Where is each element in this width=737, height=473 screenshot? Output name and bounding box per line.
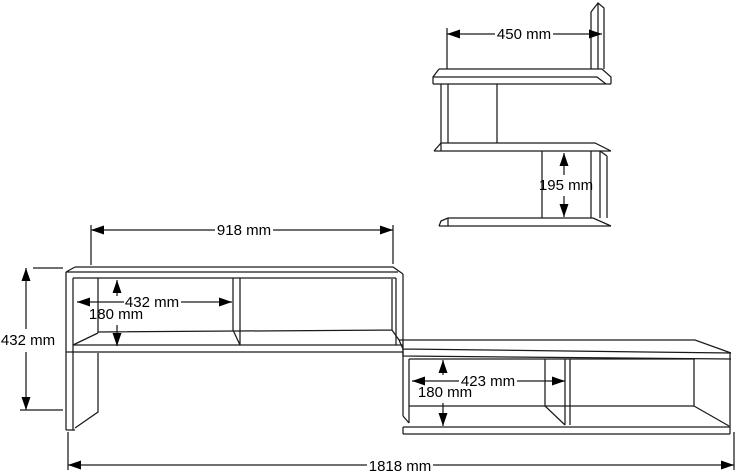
dimension-shelf-compartment-height — [539, 153, 593, 217]
dimension-stand-height — [1, 268, 63, 410]
dimension-label: 918 mm — [216, 222, 272, 240]
dimension-left-compartment-height — [89, 280, 143, 346]
wall-shelf-right-panel — [591, 151, 607, 218]
dimension-stand-top-width — [91, 222, 393, 265]
dimension-label: 195 mm — [538, 177, 594, 195]
dimension-arrowhead — [552, 377, 565, 386]
dimension-right-compartment-height — [418, 360, 472, 426]
tv-stand-left-side-panel — [66, 272, 98, 430]
wall-shelf-middle-board — [434, 143, 611, 151]
tv-stand-right-divider — [545, 359, 570, 425]
dimension-arrowhead — [22, 268, 31, 281]
wall-shelf-bottom-board — [439, 218, 611, 226]
tv-stand-left-divider — [233, 278, 240, 345]
dimension-arrowhead — [113, 333, 122, 346]
tv-stand-right-bottom-board — [403, 427, 730, 434]
dimension-arrowhead — [439, 360, 448, 373]
wall-shelf-top-board — [433, 69, 611, 84]
dimension-label: 180 mm — [88, 306, 144, 324]
dimension-arrowhead — [721, 461, 734, 470]
dimension-label: 180 mm — [417, 384, 473, 402]
dimension-arrowhead — [68, 461, 81, 470]
tv-stand — [66, 267, 731, 434]
dimension-arrowhead — [77, 298, 90, 307]
dimension-shelf-width — [447, 26, 602, 69]
wall-shelf-left-panel — [441, 84, 448, 151]
dimension-label: 432 mm — [124, 294, 180, 312]
tv-stand-right-left-edge — [403, 359, 409, 423]
dimension-arrowhead — [447, 30, 460, 39]
dimension-arrowhead — [91, 226, 104, 235]
tv-stand-left-bottom-board — [66, 345, 403, 352]
dimension-arrowhead — [589, 30, 602, 39]
dimension-arrowhead — [113, 280, 122, 293]
dimension-label: 1818 mm — [368, 458, 432, 473]
dimension-label: 423 mm — [460, 373, 516, 391]
dimension-arrowhead — [560, 153, 569, 166]
dimension-arrowhead — [22, 397, 31, 410]
dimension-label: 450 mm — [496, 26, 552, 44]
dimension-arrowhead — [380, 226, 393, 235]
dimension-stand-total-width — [68, 432, 734, 473]
dimension-arrowhead — [560, 204, 569, 217]
dimension-arrowhead — [439, 413, 448, 426]
dimension-arrowhead — [219, 298, 232, 307]
tv-stand-right-top-board — [399, 340, 731, 359]
tv-stand-left-top-board — [66, 267, 403, 278]
dimension-label: 432 mm — [0, 332, 56, 350]
